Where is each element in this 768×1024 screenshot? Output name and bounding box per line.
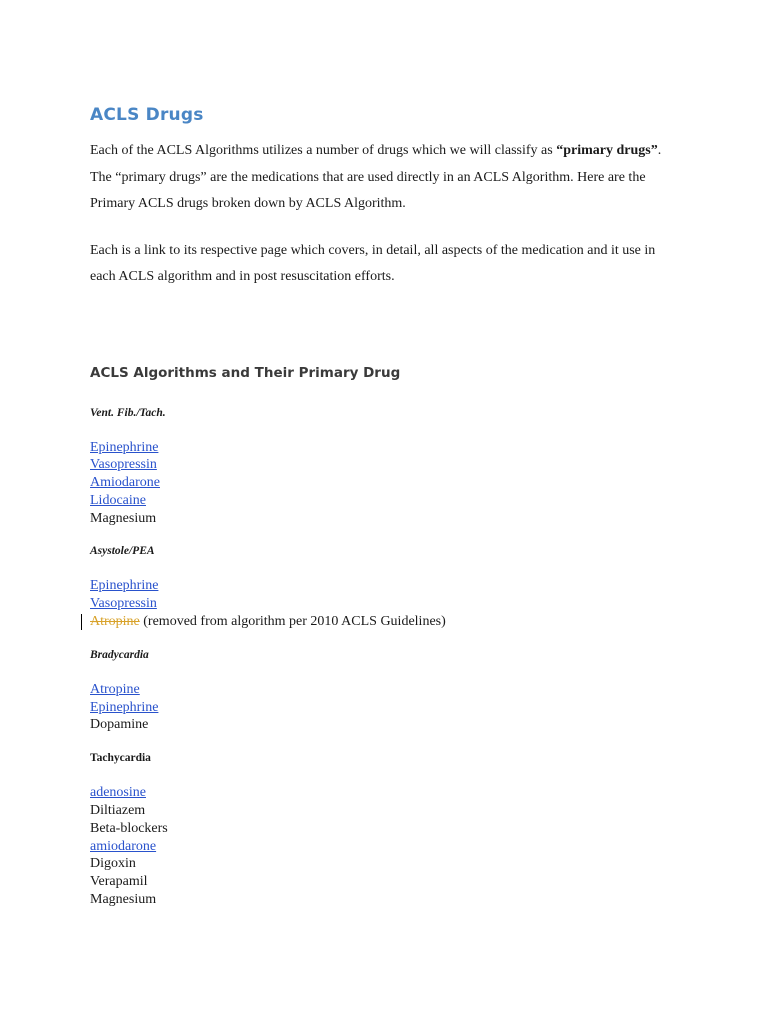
list-item[interactable] [90,595,680,613]
drug-list-asystole [90,577,680,630]
list-item: Beta-blockers [90,820,168,836]
drug-link[interactable]: Epinephrine [90,439,159,455]
list-item: Magnesium [90,510,157,526]
drug-link[interactable]: adenosine [90,785,146,801]
drug-group-asystole [90,543,680,630]
list-item[interactable] [90,474,680,492]
list-item: Dopamine [90,717,149,733]
drug-list-bradycardia [90,681,680,734]
intro-text-2: . The “primary drugs” are the medications that are used directly in an ACLS Algorithm. Here are the Primary ACLS drugs broken down by ACLS Algorithm. [90,143,662,211]
list-item: Magnesium [90,892,157,908]
drug-group-vent-fib [90,405,680,528]
list-item[interactable] [90,439,680,457]
document-content [90,104,680,909]
list-item[interactable] [90,492,680,510]
drug-list-tachycardia [90,784,680,909]
drug-link[interactable]: Vasopressin [90,596,157,612]
drug-link[interactable]: Atropine [90,681,140,697]
section-heading: ACLS Algorithms and Their Primary Drug [90,364,401,381]
group-title-bradycardia: Bradycardia [90,648,149,661]
page-title: ACLS Drugs [90,105,204,125]
drug-link[interactable]: Amiodarone [90,475,160,491]
intro-paragraph [90,138,680,218]
drug-group-bradycardia [90,647,680,734]
list-item[interactable] [90,784,680,802]
group-title-asystole: Asystole/PEA [90,545,155,558]
intro-bold-term: “primary drugs” [556,143,658,158]
list-item [90,613,680,631]
intro-text-1: Each of the ACLS Algorithms utilizes a number of drugs which we will classify as [90,143,557,158]
drug-group-tachycardia [90,750,680,909]
drug-link[interactable]: Vasopressin [90,457,157,473]
group-title-vent-fib: Vent. Fib./Tach. [90,406,166,419]
list-item[interactable] [90,699,680,717]
intro-paragraph-2: Each is a link to its respective page which covers, in detail, all aspects of the medication and it use in each ACLS algorithm and in post resuscitation efforts. [90,242,656,284]
list-item: Digoxin [90,856,136,872]
list-item[interactable] [90,838,680,856]
drug-link[interactable]: Epinephrine [90,699,159,715]
list-item: Diltiazem [90,803,146,819]
list-item[interactable] [90,456,680,474]
text-cursor [81,614,82,630]
struck-drug-name: Atropine [90,614,140,630]
list-item: Verapamil [90,874,148,890]
drug-link[interactable]: Epinephrine [90,578,159,594]
group-title-tachycardia: Tachycardia [90,752,151,765]
drug-note: (removed from algorithm per 2010 ACLS Guidelines) [139,614,446,630]
list-item[interactable] [90,577,680,595]
drug-list-vent-fib [90,439,680,528]
drug-link[interactable]: amiodarone [90,838,157,854]
drug-link[interactable]: Lidocaine [90,492,146,508]
list-item[interactable] [90,681,680,699]
